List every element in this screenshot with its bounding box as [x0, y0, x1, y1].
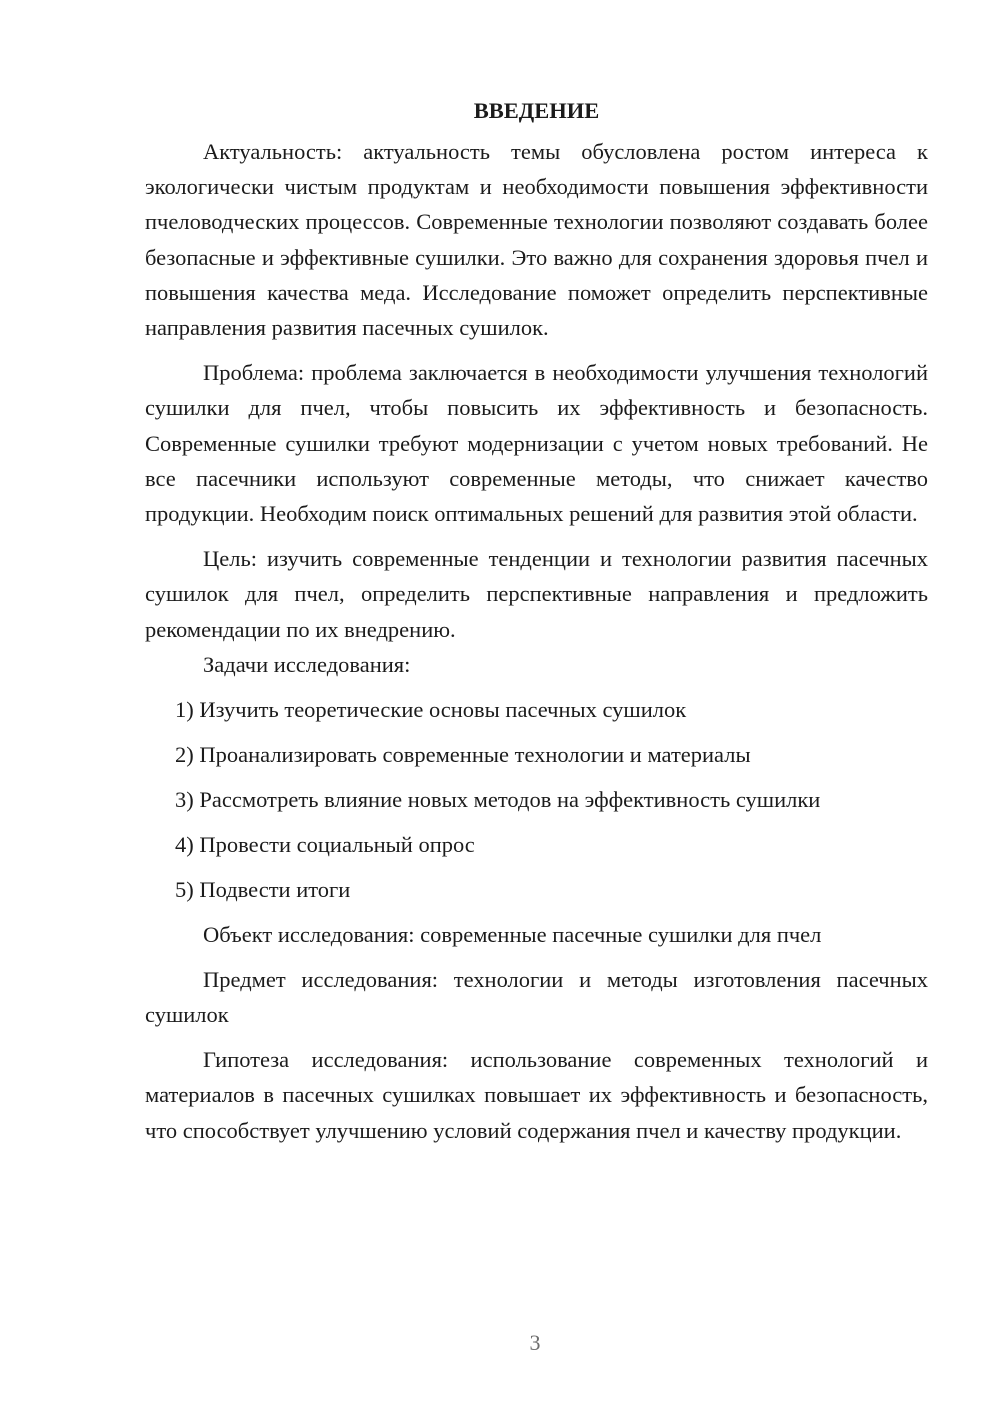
list-item: 1) Изучить теоретические основы пасечных сушилок	[175, 696, 687, 722]
paragraph-hypothesis: Гипотеза исследования: использование современных технологий и материалов в пасечных сушилках повышает их эффективность и безопасность, что способствует улучшению условий содержания пчел и качеству продукции.	[145, 1047, 928, 1143]
paragraph-relevance: Актуальность: актуальность темы обусловлена ростом интереса к экологически чистым продуктам и необходимости повышения эффективности пчеловодческих процессов. Современные технологии позволяют создавать более безопасные и эффективные сушилки. Это важно для сохранения здоровья пчел и повышения качества меда. Исследование поможет определить перспективные направления развития пасечных сушилок.	[145, 139, 928, 341]
tasks-heading: Задачи исследования:	[203, 651, 411, 677]
page-title: ВВЕДЕНИЕ	[473, 98, 600, 123]
list-item: 5) Подвести итоги	[175, 876, 351, 902]
paragraph-goal: Цель: изучить современные тенденции и технологии развития пасечных сушилок для пчел, определить перспективные направления и предложить рекомендации по их внедрению.	[145, 546, 928, 642]
paragraph-object: Объект исследования: современные пасечные сушилки для пчел	[203, 921, 822, 947]
paragraph-subject: Предмет исследования: технологии и методы изготовления пасечных сушилок	[145, 966, 928, 1028]
page-content	[145, 93, 928, 1148]
page-number: 3	[529, 1330, 541, 1355]
list-item: 2) Проанализировать современные технологии и материалы	[175, 741, 751, 767]
paragraph-problem: Проблема: проблема заключается в необходимости улучшения технологий сушилки для пчел, чтобы повысить их эффективность и безопасность. Современные сушилки требуют модернизации с учетом новых требований. Не все пасечники используют современные методы, что снижает качество продукции. Необходим поиск оптимальных решений для развития этой области.	[145, 360, 928, 527]
list-item: 3) Рассмотреть влияние новых методов на эффективность сушилки	[175, 786, 821, 812]
tasks-list	[145, 692, 928, 907]
list-item: 4) Провести социальный опрос	[175, 831, 475, 857]
